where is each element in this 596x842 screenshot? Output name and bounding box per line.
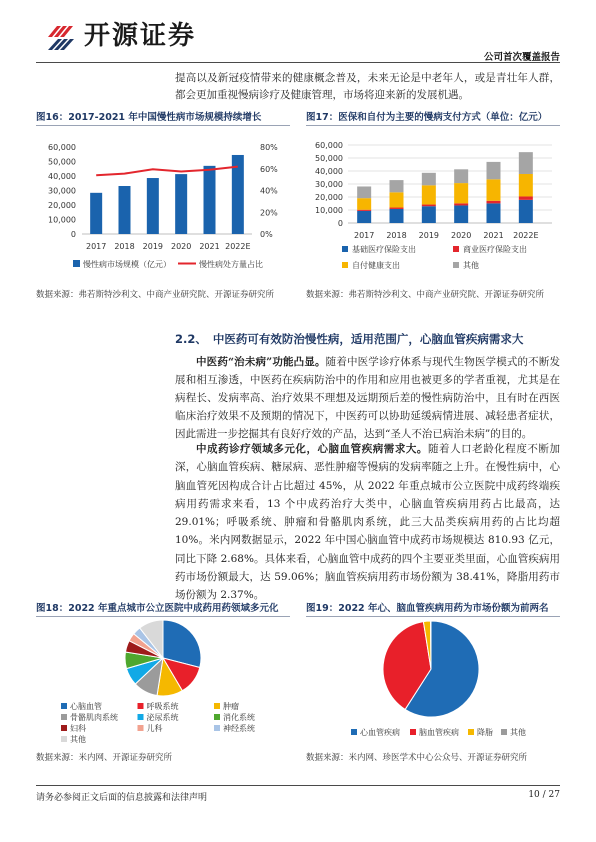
y2-axis-tick-label: 40% — [260, 186, 278, 196]
paragraph-lead: 中成药诊疗领域多元化，心脑血管疾病需求大。 — [196, 443, 428, 455]
bar — [204, 166, 216, 234]
legend-label: 骨骼肌肉系统 — [70, 713, 118, 722]
stacked-bar-segment — [357, 211, 371, 223]
figure-19-source: 数据来源：米内网、珍医学术中心公众号、开源证券研究所 — [306, 753, 528, 763]
y-axis-tick-label: 30,000 — [48, 186, 76, 196]
intro-paragraph: 提高以及新冠疫情带来的健康概念普及，未来无论是中老年人，或是青壮年人群，都会更加重视慢病诊疗及健康管理，市场将迎来新的发展机遇。 — [175, 72, 560, 101]
legend-swatch — [214, 725, 220, 731]
legend-label: 儿科 — [146, 724, 163, 733]
legend-swatch — [61, 703, 67, 709]
legend-swatch — [410, 729, 416, 735]
body-paragraph — [175, 440, 560, 602]
legend-label: 呼吸系统 — [146, 702, 179, 711]
legend-label: 降脂 — [477, 728, 493, 737]
y-axis-tick-label: 40,000 — [315, 167, 343, 176]
chronic-disease-market-chart — [36, 128, 292, 278]
y2-axis-tick-label: 60% — [260, 164, 278, 174]
x-axis-tick-label: 2018 — [386, 231, 407, 240]
legend-swatch — [61, 714, 67, 720]
stacked-bar-segment — [487, 179, 501, 200]
stacked-bar-segment — [357, 186, 371, 198]
x-axis-tick-label: 2019 — [142, 242, 164, 251]
legend-label: 肿瘤 — [223, 702, 239, 711]
footer-disclaimer: 请务必参阅正文后面的信息披露和法律声明 — [36, 793, 208, 803]
stacked-bar-segment — [390, 208, 404, 209]
stacked-bar-segment — [454, 203, 468, 205]
stacked-bar-segment — [519, 174, 533, 196]
x-axis-tick-label: 2017 — [85, 242, 107, 251]
tcm-therapeutic-area-pie — [36, 618, 292, 750]
y-axis-tick-label: 10,000 — [48, 215, 76, 225]
body-paragraph — [175, 353, 560, 443]
page-number: 10 / 27 — [528, 790, 560, 800]
paragraph-text: 随着中医学诊疗体系与现代生物医学模式的不断发展和相互渗透，中医药在疾病防治中的作用和应用也被更多的学者重视，尤其是在病程长、发病率高、治疗效果不理想及远期预后差的慢性病防治中，且有时在西医临床治疗效果不及预期的情况下，中医药可以协助延缓病情进展、减轻患者症状，因此需进一步挖掘其有良好疗效的产品，达到“圣人不治已病治未病”的目的。 — [175, 356, 560, 440]
x-axis-tick-label: 2019 — [418, 231, 440, 240]
bar — [119, 186, 131, 234]
brand-name: 开源证券 — [84, 21, 197, 51]
paragraph-text: 随着人口老龄化程度不断加深，心脑血管疾病、糖尿病、恶性肿瘤等慢病的发病率随之上升。在慢性病中，心脑血管死因构成合计占比超过 45%，从 2022 年重点城市公立医院中成药终端疾病用药需求来看，13 个中成药治疗大类中，心脑血管疾病用药占比最高，达 29.01%；呼吸系统、肿瘤和骨骼肌肉系统，此三大品类疾病用药的占比均超 10%。米内网数据显示，2022 年中国心脑血管中成药市场规模达 810.93 亿元，同比下降 2.68%。具体来看，心脑血管中成药的四个主要亚类里面，心血管疾病用药市场份额最大，达 59.06%；脑血管疾病用药市场份额为 38.41%，降脂用药市场份额为 2.37%。 — [175, 443, 560, 602]
legend-swatch — [342, 262, 348, 268]
header-divider — [36, 62, 560, 63]
legend-swatch — [468, 729, 474, 735]
figure-16-source: 数据来源：弗若斯特沙利文、中商产业研究院、开源证券研究所 — [36, 290, 275, 300]
cardio-cerebrovascular-share-pie — [306, 618, 560, 750]
footer-divider — [36, 785, 560, 786]
stacked-bar-segment — [487, 162, 501, 179]
legend-swatch — [351, 729, 357, 735]
legend-label: 泌尿系统 — [146, 713, 179, 722]
bar — [90, 193, 102, 234]
stacked-bar-segment — [487, 203, 501, 223]
legend-label: 自付健康支出 — [352, 261, 400, 270]
y2-axis-tick-label: 20% — [260, 208, 278, 218]
paragraph-lead: 中医药“治未病”功能凸显。 — [196, 356, 326, 368]
y-axis-tick-label: 50,000 — [315, 154, 343, 163]
y-axis-tick-label: 20,000 — [315, 193, 343, 202]
stacked-bar-segment — [487, 201, 501, 204]
legend-swatch — [138, 714, 144, 720]
legend-label: 脑血管疾病 — [419, 728, 459, 737]
legend-label: 其他 — [463, 261, 479, 270]
legend-label: 其他 — [510, 728, 526, 737]
legend-swatch — [453, 262, 459, 268]
legend-label: 神经系统 — [223, 724, 255, 733]
x-axis-tick-label: 2017 — [353, 231, 375, 240]
figure-18-source: 数据来源：米内网、开源证券研究所 — [36, 753, 173, 763]
x-axis-tick-label: 2022E — [513, 231, 539, 240]
section-heading — [175, 331, 560, 347]
stacked-bar-segment — [519, 196, 533, 199]
stacked-bar-segment — [454, 205, 468, 223]
y-axis-tick-label: 0 — [337, 219, 343, 228]
figure-17-source: 数据来源：弗若斯特沙利文、中商产业研究院、开源证券研究所 — [306, 290, 545, 300]
x-axis-tick-label: 2021 — [199, 242, 220, 251]
legend-swatch — [73, 260, 80, 267]
figure-17-title: 图17：医保和自付为主要的慢病支付方式（单位：亿元） — [306, 110, 560, 126]
figure-16-title: 图16：2017-2021 年中国慢性病市场规模持续增长 — [36, 110, 290, 126]
stacked-bar-segment — [357, 210, 371, 211]
legend-label: 慢性病处方量占比 — [199, 260, 263, 269]
report-type-label: 公司首次覆盖报告 — [483, 52, 560, 63]
section-number: 2.2、 — [175, 332, 207, 346]
legend-swatch — [214, 714, 220, 720]
y-axis-tick-label: 60,000 — [315, 141, 343, 150]
x-axis-tick-label: 2018 — [114, 242, 135, 251]
line-series — [96, 167, 238, 176]
stacked-bar-segment — [519, 152, 533, 174]
x-axis-tick-label: 2020 — [170, 242, 192, 251]
y2-axis-tick-label: 0% — [260, 230, 273, 239]
stacked-bar-segment — [422, 206, 436, 223]
legend-swatch — [138, 725, 144, 731]
y-axis-tick-label: 20,000 — [48, 201, 76, 210]
legend-label: 其他 — [70, 735, 86, 744]
legend-swatch — [453, 246, 459, 252]
x-axis-tick-label: 2022E — [225, 242, 251, 251]
legend-swatch — [61, 736, 67, 742]
x-axis-tick-label: 2020 — [450, 231, 472, 240]
stacked-bar-segment — [454, 183, 468, 203]
stacked-bar-segment — [390, 192, 404, 207]
legend-label: 心脑血管 — [70, 702, 102, 711]
stacked-bar-segment — [390, 180, 404, 192]
stacked-bar-segment — [422, 205, 436, 207]
legend-label: 消化系统 — [223, 713, 255, 722]
stacked-bar-segment — [519, 200, 533, 223]
legend-label: 心血管疾病 — [360, 728, 400, 737]
legend-swatch — [138, 703, 144, 709]
y2-axis-tick-label: 80% — [260, 143, 278, 152]
legend-swatch — [214, 703, 220, 709]
legend-swatch — [501, 729, 507, 735]
legend-label: 妇科 — [70, 724, 86, 733]
y-axis-tick-label: 40,000 — [48, 172, 76, 181]
y-axis-tick-label: 0 — [70, 230, 76, 239]
x-axis-tick-label: 2021 — [483, 231, 504, 240]
y-axis-tick-label: 60,000 — [48, 143, 76, 152]
y-axis-tick-label: 50,000 — [48, 157, 76, 167]
stacked-bar-segment — [422, 185, 436, 204]
y-axis-tick-label: 30,000 — [315, 180, 343, 189]
bar — [175, 174, 187, 234]
legend-label: 慢性病市场规模（亿元） — [83, 260, 171, 269]
stacked-bar-segment — [422, 173, 436, 185]
legend-swatch — [342, 246, 348, 252]
figure-18-title: 图18：2022 年重点城市公立医院中成药用药领域多元化 — [36, 601, 290, 617]
legend-label: 基础医疗保险支出 — [352, 245, 416, 254]
figure-19-title: 图19：2022 年心、脑血管疾病用药为市场份额为前两名 — [306, 601, 560, 617]
stacked-bar-segment — [357, 198, 371, 210]
stacked-bar-segment — [390, 209, 404, 223]
payment-method-chart — [306, 128, 560, 280]
stacked-bar-segment — [454, 169, 468, 183]
brand-logo-icon — [46, 22, 80, 52]
legend-label: 商业医疗保险支出 — [463, 245, 527, 254]
legend-swatch — [61, 725, 67, 731]
bar — [147, 178, 159, 234]
section-title: 中医药可有效防治慢性病，适用范围广，心脑血管疾病需求大 — [212, 332, 524, 346]
y-axis-tick-label: 10,000 — [315, 206, 343, 215]
